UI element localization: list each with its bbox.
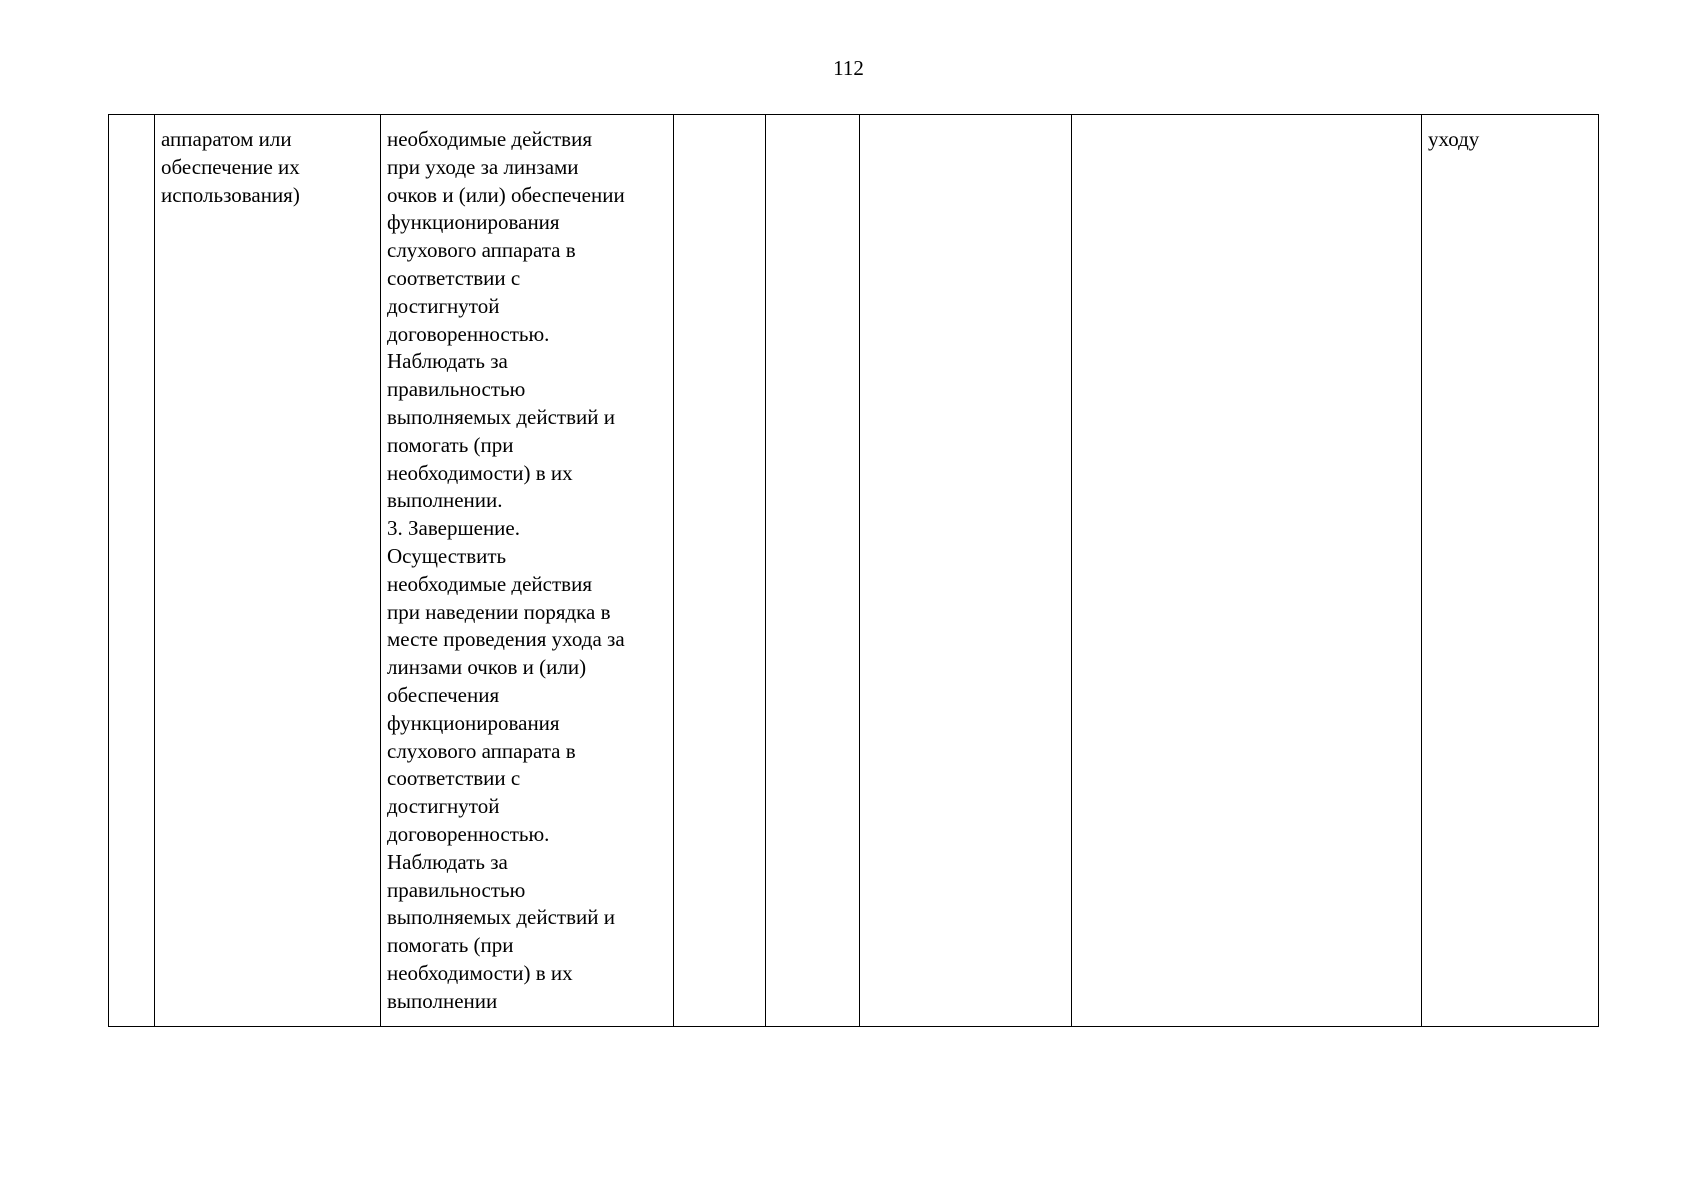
table-cell-col8: уходу [1422,115,1599,1027]
page-number: 112 [833,56,864,80]
table-cell-col3: необходимые действия при уходе за линзами очков и (или) обеспечении функционирования слухового аппарата в соответствии с достигнутой договоренностью. Наблюдать за правильностью выполняемых действий и помогать (при необходимости) в их выполнении. 3. Завершение. Осуществить необходимые действия при наведении порядка в месте проведения ухода за линзами очков и (или) обеспечения функционирования слухового аппарата в соответствии с достигнутой договоренностью. Наблюдать за правильностью выполняемых действий и помогать (при необходимости) в их выполнении [381,115,674,1027]
table-cell-col4 [674,115,766,1027]
table-cell-col6 [860,115,1072,1027]
table-cell-col2: аппаратом или обеспечение их использования) [155,115,381,1027]
table-row [109,115,1599,1027]
table-cell-col1 [109,115,155,1027]
table-cell-col7 [1072,115,1422,1027]
document-table [108,114,1599,1027]
table-cell-col5 [766,115,860,1027]
